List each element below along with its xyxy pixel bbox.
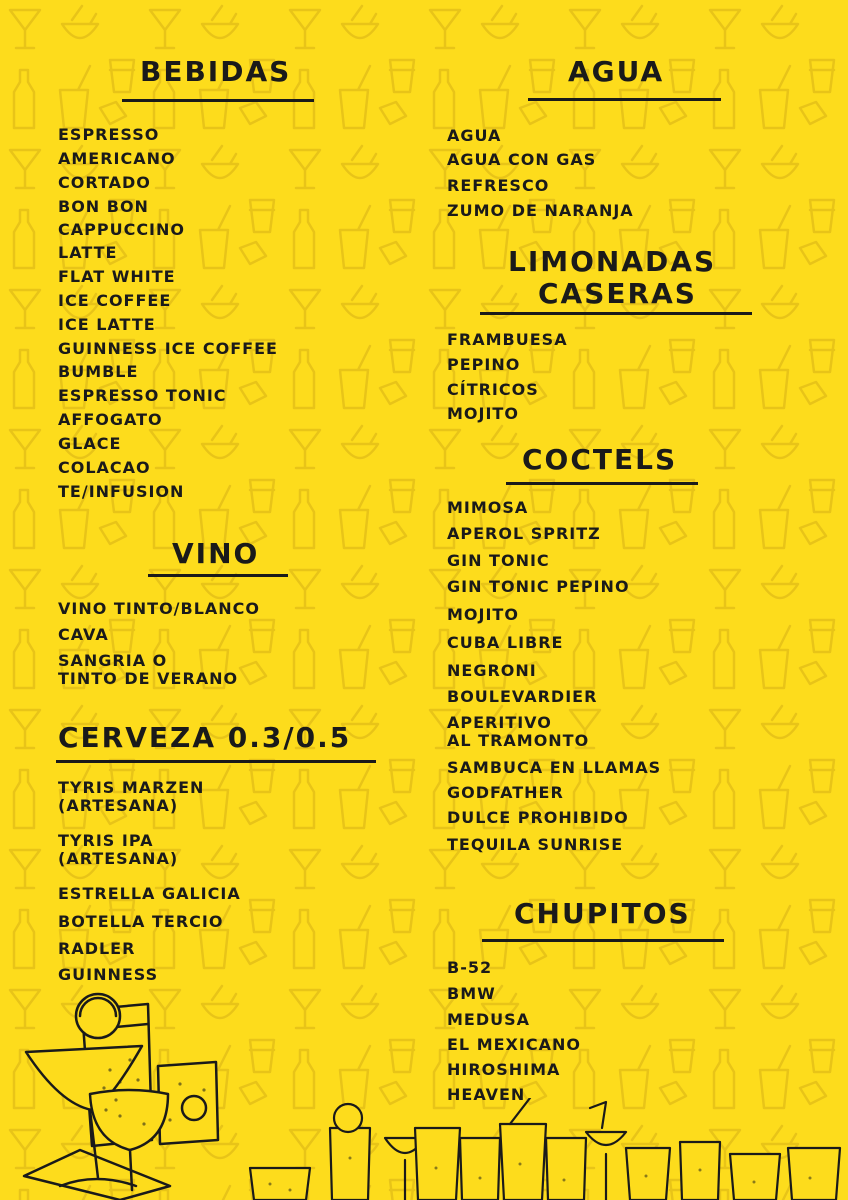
- menu-item-row: [447, 151, 596, 169]
- section-divider: [506, 482, 698, 485]
- menu-item-row: [447, 202, 634, 220]
- menu-item-row: [58, 150, 176, 168]
- menu-item-name: ESTRELLA GALICIA: [58, 884, 241, 903]
- menu-item-name: GUINNESS: [58, 965, 159, 984]
- menu-item-row: [447, 985, 496, 1003]
- menu-item-row: [58, 221, 185, 239]
- menu-item-name: HEAVEN: [447, 1085, 526, 1104]
- menu-item-row: [447, 578, 630, 596]
- menu-item-row: [447, 1011, 530, 1029]
- menu-item-name: TEQUILA SUNRISE: [447, 835, 624, 854]
- menu-item-row: [447, 662, 537, 680]
- menu-item-name: COLACAO: [58, 458, 151, 477]
- menu-item-name: TYRIS IPA: [58, 831, 154, 850]
- menu-item-row: [447, 356, 520, 374]
- menu-item-name: CUBA LIBRE: [447, 633, 564, 652]
- menu-item-row: [447, 606, 519, 624]
- menu-item-name: GLACE: [58, 434, 122, 453]
- menu-item-name: GUINNESS ICE COFFEE: [58, 339, 278, 358]
- section-title-cerveza: CERVEZA 0.3/0.5: [58, 721, 352, 754]
- menu-item-name-line2: (ARTESANA): [58, 796, 179, 816]
- menu-item-name: MOJITO: [447, 605, 519, 624]
- menu-item-row: [447, 552, 550, 570]
- section-divider: [56, 760, 376, 763]
- menu-item-name: RADLER: [58, 939, 136, 958]
- menu-item-name: BUMBLE: [58, 362, 139, 381]
- menu-item-name: MEDUSA: [447, 1010, 531, 1029]
- menu-item-row: [58, 268, 176, 286]
- menu-item-name: TYRIS MARZEN: [58, 778, 205, 797]
- menu-item-row: [58, 435, 121, 453]
- section-divider: [122, 99, 314, 102]
- menu-item-row: [58, 779, 204, 816]
- menu-item-row: [58, 966, 158, 984]
- menu-item-row: [58, 340, 278, 358]
- menu-item-name: EL MEXICANO: [447, 1035, 581, 1054]
- menu-item-row: [447, 634, 563, 652]
- menu-item-row: [447, 405, 519, 423]
- menu-item-name: CORTADO: [58, 173, 151, 192]
- menu-item-row: [58, 600, 260, 618]
- menu-item-row: [447, 1086, 525, 1104]
- menu-item-name: REFRESCO: [447, 176, 550, 195]
- section-title-agua: AGUA: [568, 55, 665, 88]
- menu-item-name: B-52: [447, 958, 493, 977]
- section-title-coctels: COCTELS: [522, 443, 678, 476]
- menu-item-name: ICE LATTE: [58, 315, 156, 334]
- menu-item-row: [447, 688, 597, 706]
- section-divider: [528, 98, 721, 101]
- menu-item-row: [447, 381, 539, 399]
- menu-item-name: CAVA: [58, 625, 109, 644]
- menu-item-row: [58, 292, 171, 310]
- menu-item-name: FRAMBUESA: [447, 330, 568, 349]
- menu-item-row: [58, 244, 117, 262]
- menu-item-row: [58, 885, 241, 903]
- menu-item-name-line2: TINTO DE VERANO: [58, 669, 239, 689]
- menu-item-row: [58, 459, 151, 477]
- menu-item-row: [58, 832, 178, 869]
- menu-item-row: [58, 198, 149, 216]
- menu-item-row: [58, 483, 184, 501]
- menu-item-row: [58, 316, 156, 334]
- menu-item-name: LATTE: [58, 243, 118, 262]
- menu-item-row: [58, 652, 238, 689]
- menu-item-row: [447, 809, 629, 827]
- menu-item-row: [447, 959, 492, 977]
- menu-item-name: ICE COFFEE: [58, 291, 172, 310]
- menu-item-name: NEGRONI: [447, 661, 537, 680]
- menu-item-name: ZUMO DE NARANJA: [447, 201, 634, 220]
- menu-item-name: ESPRESSO: [58, 125, 160, 144]
- menu-item-name: APEROL SPRITZ: [447, 524, 601, 543]
- section-title-vino: VINO: [172, 537, 260, 570]
- menu-item-row: [447, 499, 528, 517]
- menu-item-name: DULCE PROHIBIDO: [447, 808, 629, 827]
- menu-item-name-line2: AL TRAMONTO: [447, 731, 590, 751]
- menu-item-name: SANGRIA O: [58, 651, 168, 670]
- menu-item-row: [447, 759, 661, 777]
- section-divider: [480, 312, 752, 315]
- menu-item-row: [447, 127, 501, 145]
- menu-item-name: GODFATHER: [447, 783, 564, 802]
- section-title-caseras: CASERAS: [538, 277, 697, 310]
- menu-item-name-line2: (ARTESANA): [58, 849, 179, 869]
- menu-item-name: CAPPUCCINO: [58, 220, 185, 239]
- glassware-row-sketch-icon: [210, 1098, 848, 1200]
- menu-item-name: BMW: [447, 984, 496, 1003]
- menu-item-row: [58, 940, 135, 958]
- menu-item-row: [447, 525, 601, 543]
- menu-item-row: [447, 1061, 560, 1079]
- menu-item-name: AGUA CON GAS: [447, 150, 597, 169]
- menu-item-row: [58, 913, 223, 931]
- menu-item-name: FLAT WHITE: [58, 267, 176, 286]
- menu-item-name: VINO TINTO/BLANCO: [58, 599, 261, 618]
- menu-item-name: AGUA: [447, 126, 502, 145]
- menu-item-name: MIMOSA: [447, 498, 529, 517]
- menu-item-name: PEPINO: [447, 355, 521, 374]
- menu-item-row: [58, 626, 109, 644]
- menu-item-row: [447, 784, 564, 802]
- menu-item-name: BON BON: [58, 197, 149, 216]
- menu-item-name: GIN TONIC PEPINO: [447, 577, 630, 596]
- menu-item-name: MOJITO: [447, 404, 519, 423]
- menu-item-row: [447, 836, 623, 854]
- menu-item-row: [447, 714, 589, 751]
- menu-item-name: ESPRESSO TONIC: [58, 386, 227, 405]
- menu-item-row: [447, 331, 568, 349]
- section-title-bebidas: BEBIDAS: [140, 55, 292, 88]
- menu-item-row: [58, 174, 151, 192]
- menu-item-row: [58, 411, 163, 429]
- menu-item-name: APERITIVO: [447, 713, 552, 732]
- menu-item-row: [447, 177, 549, 195]
- menu-item-name: GIN TONIC: [447, 551, 550, 570]
- menu-item-row: [58, 126, 159, 144]
- menu-item-name: AMERICANO: [58, 149, 176, 168]
- menu-item-name: TE/INFUSION: [58, 482, 185, 501]
- menu-item-row: [447, 1036, 581, 1054]
- menu-item-name: AFFOGATO: [58, 410, 163, 429]
- menu-item-row: [58, 363, 138, 381]
- menu-item-name: BOULEVARDIER: [447, 687, 598, 706]
- section-title-chupitos: CHUPITOS: [514, 897, 691, 930]
- menu-item-name: SAMBUCA EN LLAMAS: [447, 758, 662, 777]
- menu-item-name: CÍTRICOS: [447, 380, 539, 399]
- menu-item-name: HIROSHIMA: [447, 1060, 561, 1079]
- menu-item-row: [58, 387, 227, 405]
- menu-item-name: BOTELLA TERCIO: [58, 912, 224, 931]
- section-divider: [482, 939, 724, 942]
- section-title-limonadas: LIMONADAS: [508, 245, 717, 278]
- section-divider: [148, 574, 288, 577]
